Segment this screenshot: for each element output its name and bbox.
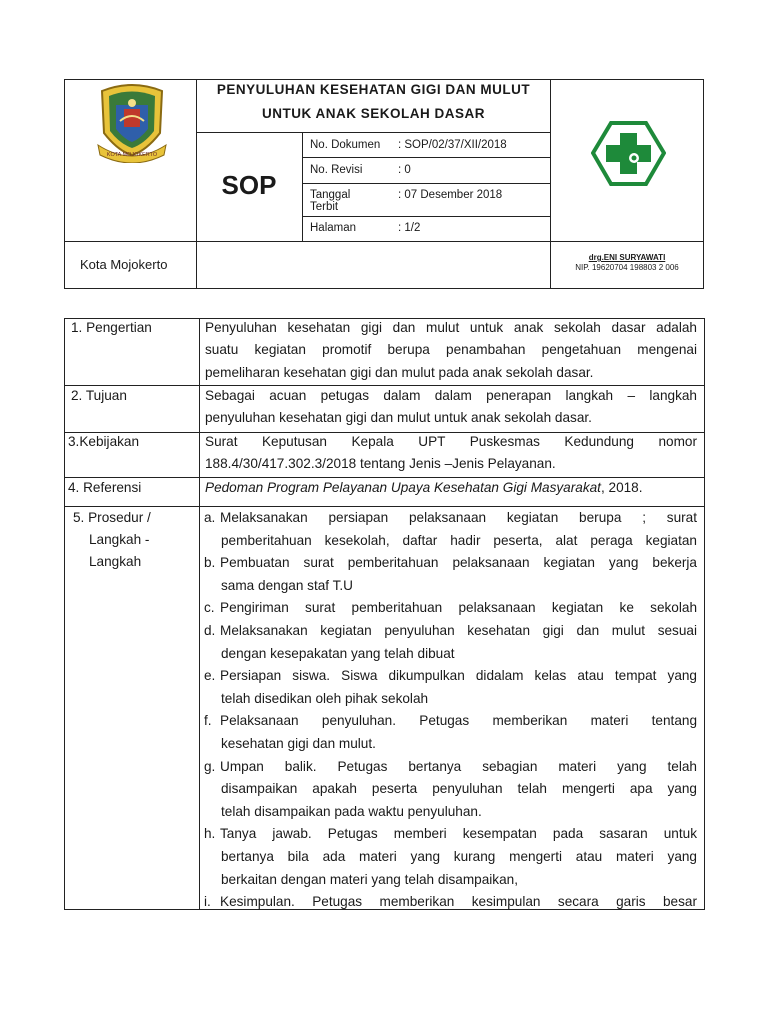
label-prosedur-2: Langkah -	[89, 532, 150, 547]
referensi-text	[205, 480, 643, 495]
referensi-title: Pedoman Program Pelayanan Upaya Kesehatan Gigi Masyarakat	[205, 480, 601, 495]
procedure-letter: f.	[204, 713, 212, 729]
doc-title-line1: PENYULUHAN KESEHATAN GIGI DAN MULUT	[216, 82, 531, 97]
procedure-item-line: Pembuatan surat pemberitahuan pelaksanaan kegiatan yang bekerja	[220, 555, 697, 571]
procedure-letter: h.	[204, 826, 216, 842]
procedure-item-line: telah disedikan oleh pihak sekolah	[221, 690, 429, 706]
procedure-item-line: bertanya bila ada materi yang kurang mengerti atau materi yang	[221, 849, 697, 864]
signer-name: drg.ENI SURYAWATI	[588, 253, 666, 262]
label-kebijakan: 3.Kebijakan	[68, 434, 140, 449]
label-tujuan: 2. Tujuan	[71, 388, 127, 403]
meta-label-no-dokumen: No. Dokumen	[310, 139, 381, 151]
label-prosedur-1: 5. Prosedur /	[73, 510, 151, 525]
procedure-item-line: Umpan balik. Petugas bertanya sebagian materi yang telah	[220, 758, 697, 774]
procedure-item-line: disampaikan apakah peserta penyuluhan telah mengerti apa yang	[221, 781, 697, 797]
meta-label-halaman: Halaman	[310, 222, 357, 234]
procedure-item-line: kesehatan gigi dan mulut.	[221, 736, 376, 751]
kebijakan-line-1: Surat Keputusan Kepala UPT Puskesmas Kedundung nomor	[205, 434, 697, 449]
label-prosedur-3: Langkah	[89, 554, 142, 569]
label-pengertian: 1. Pengertian	[71, 320, 152, 335]
procedure-letter: b.	[204, 555, 216, 571]
meta-value-tanggal-terbit: : 07 Desember 2018	[398, 189, 503, 201]
procedure-letter: g.	[204, 758, 216, 774]
pengertian-line-2: suatu kegiatan promotif berupa penambahan pengetahuan mengenai	[205, 342, 697, 357]
meta-value-no-revisi: : 0	[398, 164, 411, 176]
sop-label: SOP	[221, 170, 277, 200]
puskesmas-logo	[591, 121, 666, 186]
kota-label: Kota Mojokerto	[80, 257, 168, 272]
procedure-item-line: Tanya jawab. Petugas memberi kesempatan pada sasaran untuk	[220, 826, 697, 842]
svg-text:KOTA MOJOKERTO: KOTA MOJOKERTO	[106, 152, 158, 158]
pengertian-line-3: pemeliharan kesehatan gigi dan mulut pada anak sekolah dasar.	[205, 365, 594, 380]
meta-label-tanggal-terbit: Tanggal Terbit	[310, 189, 351, 213]
procedure-letter: e.	[204, 668, 216, 684]
procedure-letter: d.	[204, 623, 216, 638]
pengertian-line-1: Penyuluhan kesehatan gigi dan mulut untuk anak sekolah dasar adalah	[205, 320, 697, 335]
meta-value-halaman: : 1/2	[398, 222, 421, 234]
emblem-shield-icon	[94, 81, 170, 163]
procedure-letter: c.	[204, 600, 215, 616]
kebijakan-line-2: 188.4/30/417.302.3/2018 tentang Jenis –Jenis Pelayanan.	[205, 456, 556, 471]
doc-title-line2: UNTUK ANAK SEKOLAH DASAR	[262, 106, 485, 121]
procedure-item-line: Pelaksanaan penyuluhan. Petugas memberikan materi tentang	[220, 713, 697, 729]
label-referensi: 4. Referensi	[68, 480, 142, 495]
procedure-item-line: Persiapan siswa. Siswa dikumpulkan didalam kelas atau tempat yang	[220, 668, 697, 684]
procedure-item-line: sama dengan staf T.U	[221, 577, 353, 593]
procedure-item-line: dengan kesepakatan yang telah dibuat	[221, 645, 455, 661]
procedure-item-line: Melaksanakan persiapan pelaksanaan kegiatan berupa ; surat	[220, 510, 697, 525]
procedure-letter: a.	[204, 510, 216, 525]
procedure-item-line: pemberitahuan kesekolah, daftar hadir peserta, alat peraga kegiatan	[221, 532, 697, 548]
procedure-letter: i.	[204, 894, 211, 910]
procedure-item-line: telah disampaikan pada waktu penyuluhan.	[221, 803, 482, 819]
signer-nip: NIP. 19620704 198803 2 006	[575, 263, 679, 272]
procedure-item-line: Kesimpulan. Petugas memberikan kesimpulan secara garis besar	[220, 894, 697, 910]
meta-label-no-revisi: No. Revisi	[310, 164, 363, 176]
tujuan-line-1: Sebagai acuan petugas dalam dalam penerapan langkah – langkah	[205, 388, 697, 403]
procedure-item-line: Pengiriman surat pemberitahuan pelaksanaan kegiatan ke sekolah	[220, 600, 697, 616]
kota-mojokerto-emblem	[94, 81, 170, 163]
procedure-item-line: berkaitan dengan materi yang telah disampaikan,	[221, 871, 518, 887]
procedure-item-line: Melaksanakan kegiatan penyuluhan kesehatan gigi dan mulut sesuai	[220, 623, 697, 638]
puskesmas-cross-icon	[591, 121, 666, 186]
tujuan-line-2: penyuluhan kesehatan gigi dan mulut untuk anak sekolah dasar.	[205, 410, 592, 425]
referensi-year: , 2018.	[600, 480, 643, 495]
meta-value-no-dokumen: : SOP/02/37/XII/2018	[398, 139, 507, 151]
